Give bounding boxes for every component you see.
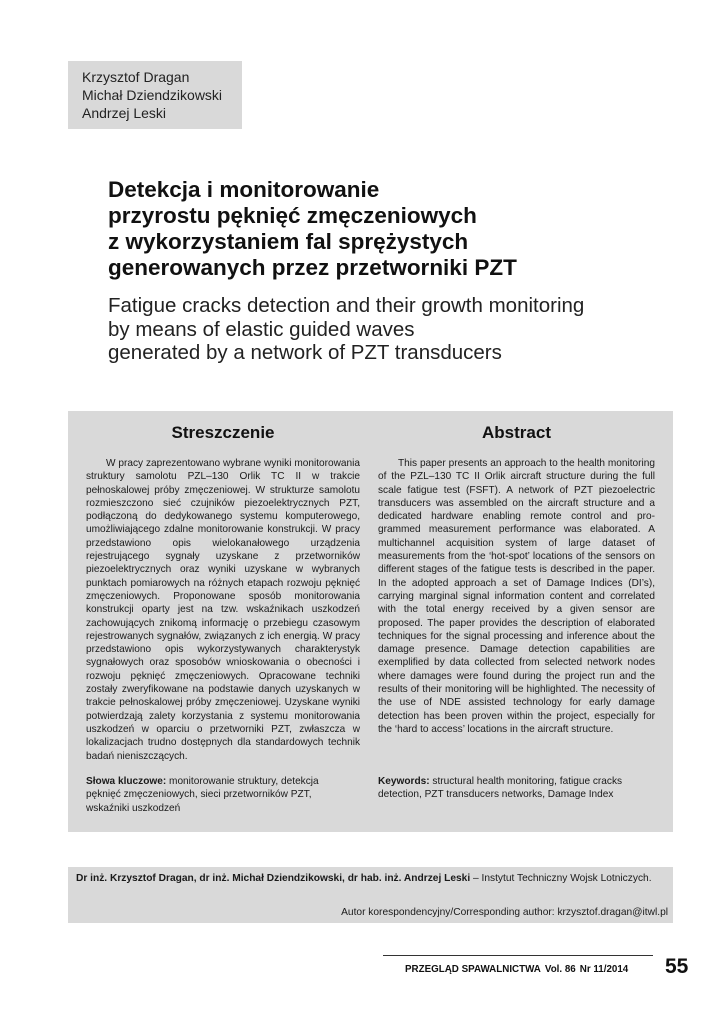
journal-volume: Vol. 86	[544, 964, 576, 975]
keywords-label: Słowa kluczowe:	[86, 776, 167, 787]
affiliation-line	[76, 872, 666, 886]
title-polish	[108, 177, 668, 281]
abstract-heading: Abstract	[482, 423, 551, 442]
title-line: generated by a network of PZT transducers	[108, 341, 502, 364]
streszczenie-heading: Streszczenie	[171, 423, 275, 442]
title-line: Fatigue cracks detection and their growth monitoring	[108, 294, 585, 317]
abstract-keywords	[378, 775, 655, 802]
title-line: przyrostu pęknięć zmęczeniowych	[108, 203, 477, 228]
author-name: Michał Dziendzikowski	[82, 87, 223, 103]
title-line: Detekcja i monitorowanie	[108, 177, 380, 202]
institute-name: – Instytut Techniczny Wojsk Lotniczych.	[470, 873, 652, 884]
streszczenie-body	[86, 457, 360, 763]
abstract-body	[378, 457, 655, 736]
keywords-label: Keywords:	[378, 776, 430, 787]
footer-divider	[383, 955, 653, 956]
journal-name: PRZEGLĄD SPAWALNICTWA	[405, 964, 541, 975]
streszczenie-paragraph: W pracy zaprezentowano wybrane wyniki monitorowania struktury samolotu PZL–130 Orlik TC II w trakcie pełnoskalowej próby zmęczeniowej. W strukturze samolotu rozmieszczono sieć czujników piezoelektrycznych PZT, podłączoną do dedykowanego systemu komputerowego, umożliwiającego zdalne monitorowanie konstrukcji. W pracy przedstawiono opis wielokanałowego urządzenia rejestrującego sygnały uzyskane z przetworników piezoelektrycznych oraz wyniki uzyskane w wybranych punktach pomiarowych na różnych etapach rozwoju pęknięć zmęczeniowych. Proponowane sposób monitorowania konstrukcji oparty jest na tzw. wskaźnikach uszkodzeń zachowujących znikomą informację o przebiegu czasowym rejestrowanych sygnałów, związanych z ich energią. W pracy przedstawiono opis wykorzystywanych charakterystyk sygnałowych oraz sposobów wnioskowania o obecności i rozwoju pęknięć zmęczeniowych. Opracowane techniki zostały zweryfikowane na podstawie danych uzyskanych w trakcie pełnoskalowej próby zmęczeniowej. Uzyskane wyniki potwierdzają zalety korzystania z systemu monitorowania uszkodzeń w oparciu o przetworniki PZT, zwłaszcza w lokalizacjach trudno dostępnych dla standardowych technik badań nieniszczących.	[86, 458, 360, 762]
streszczenie-keywords	[86, 775, 348, 815]
journal-footer	[405, 964, 628, 976]
title-line: by means of elastic guided waves	[108, 317, 415, 341]
page-number: 55	[665, 955, 689, 978]
author-credentials: Dr inż. Krzysztof Dragan, dr inż. Michał Dziendzikowski, dr hab. inż. Andrzej Leski	[76, 873, 471, 884]
title-english	[108, 294, 688, 365]
author-name: Krzysztof Dragan	[82, 69, 190, 85]
abstract-paragraph: This paper presents an approach to the health monitoring of the PZL–130 TC II Orlik aircraft structure during the full scale fatigue test (FSFT). A network of PZT piezoelectric transducers was assembled on the aircraft structure and a dedicated hardware enabling remote control and pro-grammed measurement performance was elaborated. A multichannel acquisition system of large dataset of measurements from the ‘hot-spot’ locations of the sensors on different stages of the fatigue tests is described in the paper. In the adopted approach a set of Damage Indices (DI’s), carrying marginal signal information content and correlated with the total energy received by a given sensor are proposed. The paper provides the description of elaborated techniques for the signal processing and inference about the damage presence. Damage detection capabilities are exemplified by data collected from selected network nodes where damages were found during the project run and the results of their monitoring will be highlighted. The necessity of the use of NDE assisted technology for early damage detection has been proven within the project, especially for the ‘hard to access’ locations in the aircraft structure.	[378, 458, 655, 735]
title-line: z wykorzystaniem fal sprężystych	[108, 229, 469, 254]
author-name: Andrzej Leski	[82, 105, 167, 121]
keywords-text: monitorowanie struktury, detekcja pęknięć zmęczeniowych, sieci przetworników PZT, wskaźniki uszkodzeń	[86, 776, 319, 814]
title-line: generowanych przez przetworniki PZT	[108, 255, 517, 280]
corresponding-author: Autor korespondencyjny/Corresponding author: krzysztof.dragan@itwl.pl	[341, 907, 668, 918]
journal-issue: Nr 11/2014	[579, 964, 629, 975]
authors-box	[68, 61, 242, 129]
keywords-text: structural health monitoring, fatigue cracks detection, PZT transducers networks, Damage Index	[378, 776, 623, 801]
